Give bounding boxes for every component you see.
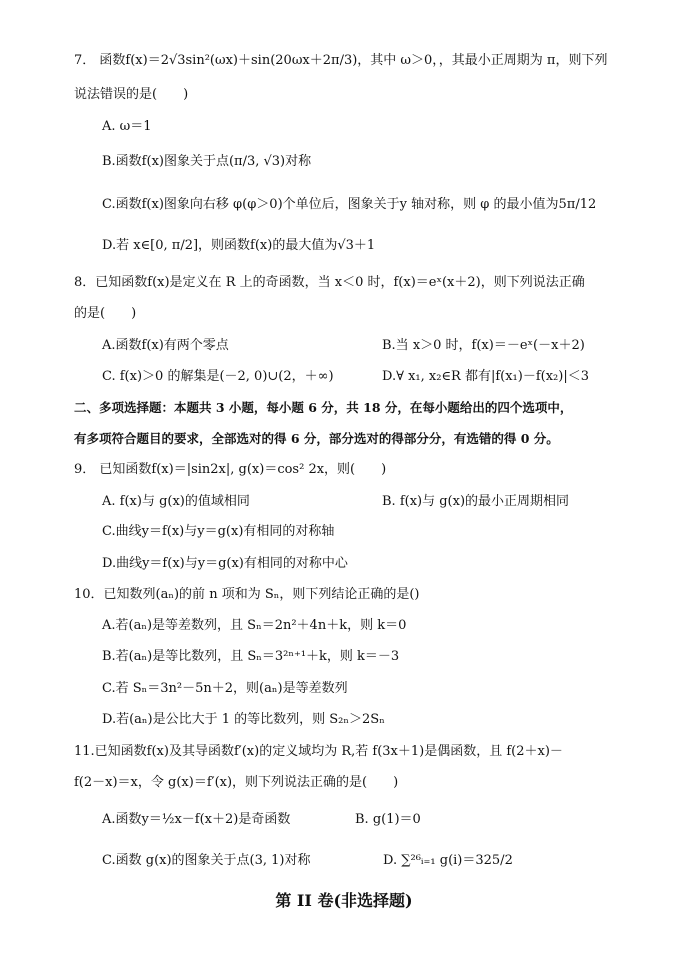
q9-option-d: D.曲线y＝f(x)与y＝g(x)有相同的对称中心 [102,556,348,571]
q8-option-b: B.当 x＞0 时，f(x)＝－eˣ(－x＋2) [382,338,585,353]
q10-option-b: B.若(aₙ)是等比数列，且 Sₙ＝3²ⁿ⁺¹＋k，则 k＝－3 [102,649,400,664]
section2-line2: 有多项符合题目的要求，全部选对的得 6 分，部分选对的得部分分，有选错的得 0 分。 [74,431,559,446]
q9-stem: 9． 已知函数f(x)＝|sin2x|, g(x)＝cos² 2x，则( ) [74,462,387,477]
q11-stem-line1: 11.已知函数f(x)及其导函数f′(x)的定义域均为 R,若 f(3x＋1)是偶函数，且 f(2＋x)－ [74,744,563,759]
q8-option-a: A.函数f(x)有两个零点 [102,338,229,353]
q11-option-a: A.函数y＝½x－f(x＋2)是奇函数 [102,812,291,827]
q7-option-b: B.函数f(x)图象关于点(π/3, √3)对称 [102,154,312,169]
q10-option-d: D.若(aₙ)是公比大于 1 的等比数列，则 S₂ₙ＞2Sₙ [102,712,385,727]
q9-option-b: B. f(x)与 g(x)的最小正周期相同 [382,494,570,509]
part-title: 第 II 卷(非选择题) [275,891,413,910]
q11-stem-line2: f(2－x)＝x，令 g(x)＝f′(x)，则下列说法正确的是( ) [74,775,399,790]
q8-option-c: C. f(x)＞0 的解集是(－2, 0)∪(2，＋∞) [102,369,334,384]
q10-option-a: A.若(aₙ)是等差数列，且 Sₙ＝2n²＋4n＋k，则 k＝0 [102,618,407,633]
q10-stem: 10．已知数列(aₙ)的前 n 项和为 Sₙ，则下列结论正确的是() [74,587,420,602]
q9-option-a: A. f(x)与 g(x)的值域相同 [102,494,250,509]
q10-option-c: C.若 Sₙ＝3n²－5n＋2，则(aₙ)是等差数列 [102,681,348,696]
q9-option-c: C.曲线y＝f(x)与y＝g(x)有相同的对称轴 [102,524,335,539]
q8-option-d: D.∀ x₁, x₂∈R 都有|f(x₁)－f(x₂)|＜3 [382,369,589,384]
q11-option-c: C.函数 g(x)的图象关于点(3, 1)对称 [102,853,311,868]
q8-stem-line1: 8．已知函数f(x)是定义在 R 上的奇函数，当 x＜0 时，f(x)＝eˣ(x＋2)，则下列说法正确 [74,275,585,290]
q7-option-d: D.若 x∈[0, π/2]，则函数f(x)的最大值为√3＋1 [102,238,376,253]
q11-option-d: D. ∑²⁶ᵢ₌₁ g(i)＝325/2 [383,853,513,868]
q7-stem-line2: 说法错误的是( ) [74,87,189,102]
section2-line1: 二、多项选择题：本题共 3 小题，每小题 6 分，共 18 分，在每小题给出的四个选项中， [74,400,573,415]
q7-option-c: C.函数f(x)图象向右移 φ(φ＞0)个单位后，图象关于y 轴对称，则 φ 的最小值为5π/12 [102,197,597,212]
q7-option-a: A. ω＝1 [102,119,152,134]
q7-stem-line1: 7． 函数f(x)＝2√3sin²(ωx)＋sin(20ωx＋2π/3)，其中 ω＞0，，其最小正周期为 π，则下列 [74,53,608,68]
q8-stem-line2: 的是( ) [74,306,137,321]
q11-option-b: B. g(1)＝0 [355,812,421,827]
